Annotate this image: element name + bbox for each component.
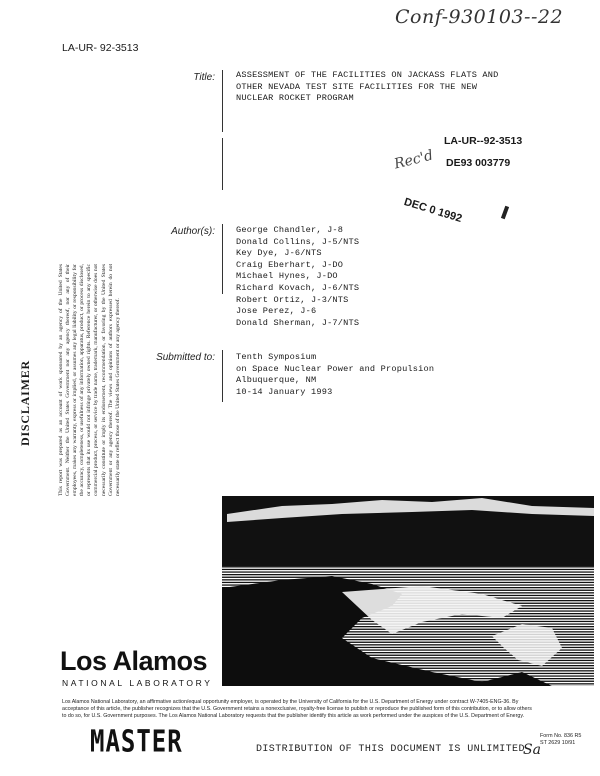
disclaimer-text: This report was prepared as an account of work sponsored by an agency of the United States Government. Neither the United States Government nor any agency thereof, nor any of their employees, makes any warranty, express or implied, or assumes any legal liability or responsibility for the accuracy, completeness, or usefulness of any information, apparatus, product, or process disclosed, or represents that its use would not infringe privately owned rights. Reference herein to any specific commercial product, process, or service by trade name, trademark, manufacturer, or otherwise does not necessarily constitute or imply its endorsement, recommendation, or favoring by the United States Government or any agency thereof. The views and opinions of authors expressed herein do not necessarily state or reflect those of the United States Government or any agency thereof.: [58, 264, 121, 496]
label-divider-mid: [222, 138, 223, 190]
submitted-to: [236, 352, 516, 398]
footer-statement: Los Alamos National Laboratory, an affirmative action/equal opportunity employer, is operated by the University of California for the U.S. Department of Energy under contract W-7405-ENG-36. By acceptance of this article, the publisher recognizes that the U.S. Government retains a nonexclusive, royalty-free license to publish or reproduce the published form of this contribution, or to allow others to do so, for U.S. Government purposes. The Los Alamos National Laboratory requests that the publisher identify this article as work performed under the auspices of the U.S. Department of Energy.: [62, 699, 532, 719]
author-item: Craig Eberhart, J-DO: [236, 259, 344, 270]
form-number: Form No. 836 R5: [540, 733, 582, 739]
handwritten-conf-number: Conf-930103--22: [395, 6, 564, 28]
author-item: Jose Perez, J-6: [236, 306, 317, 317]
distribution-initials: Sa: [523, 742, 541, 758]
author-item: Robert Ortiz, J-3/NTS: [236, 294, 349, 305]
distribution-statement: DISTRIBUTION OF THIS DOCUMENT IS UNLIMITED: [256, 744, 525, 755]
los-alamos-logo: Los Alamos: [60, 646, 208, 676]
authors-label: Author(s):: [171, 226, 215, 237]
stamp-report-number: LA-UR--92-3513: [444, 135, 523, 147]
submitted-line: Albuquerque, NM: [236, 375, 317, 386]
stamp-doc-number: DE93 003779: [446, 157, 511, 169]
document-title: [236, 70, 536, 105]
label-divider-authors: [222, 224, 223, 294]
author-item: Key Dye, J-6/NTS: [236, 248, 322, 259]
submitted-label: Submitted to:: [156, 352, 215, 363]
author-item: Richard Kovach, J-6/NTS: [236, 282, 360, 293]
title-line: ASSESSMENT OF THE FACILITIES ON JACKASS FLATS AND: [236, 70, 499, 80]
los-alamos-logo-sub: NATIONAL LABORATORY: [62, 678, 213, 688]
author-item: Michael Hynes, J-DO: [236, 271, 338, 282]
form-st-number: ST 2629 10/91: [540, 740, 576, 746]
landscape-artwork: [222, 496, 594, 686]
label-divider-top: [222, 70, 223, 132]
stamp-date: DEC 0 1992: [402, 196, 464, 225]
author-item: George Chandler, J-8: [236, 225, 344, 235]
label-divider-submitted: [222, 350, 223, 402]
submitted-line: 10-14 January 1993: [236, 386, 333, 397]
disclaimer-text-wrap: [58, 264, 121, 496]
disclaimer-heading: DISCLAIMER: [18, 359, 32, 446]
stamp-check-mark: [501, 206, 509, 220]
submitted-line: on Space Nuclear Power and Propulsion: [236, 363, 435, 374]
disclaimer-heading-wrap: [14, 328, 34, 448]
author-list: [236, 225, 476, 329]
master-stamp: MASTER: [90, 724, 183, 759]
author-item: Donald Sherman, J-7/NTS: [236, 317, 360, 328]
title-line: NUCLEAR ROCKET PROGRAM: [236, 93, 354, 104]
submitted-line: Tenth Symposium: [236, 352, 317, 362]
title-label: Title:: [193, 72, 215, 83]
author-item: Donald Collins, J-5/NTS: [236, 236, 360, 247]
title-line: OTHER NEVADA TEST SITE FACILITIES FOR THE NEW: [236, 81, 478, 92]
report-number: LA-UR- 92-3513: [62, 42, 139, 54]
stamp-received: Rec'd: [392, 147, 435, 173]
